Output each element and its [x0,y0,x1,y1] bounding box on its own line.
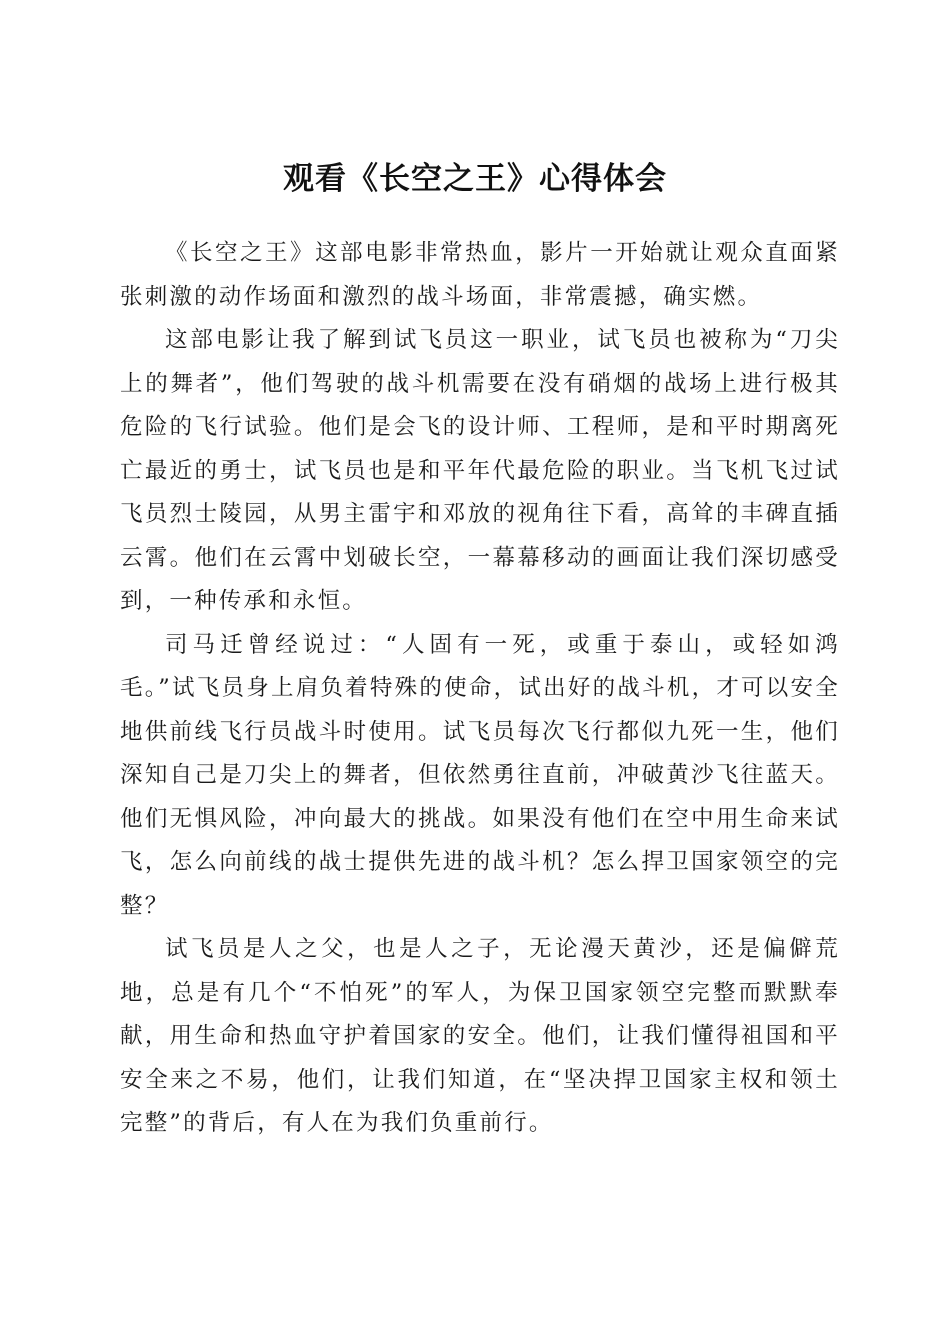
paragraph-4: 试飞员是人之父，也是人之子，无论漫天黄沙，还是偏僻荒地，总是有几个“不怕死”的军人，为保卫国家领空完整而默默奉献，用生命和热血守护着国家的安全。他们，让我们懂得祖国和平安全来之不易，他们，让我们知道，在“坚决捍卫国家主权和领土完整”的背后，有人在为我们负重前行。 [120,936,840,1136]
page-title: 观看《长空之王》心得体会 [283,160,667,197]
paragraph-2: 这部电影让我了解到试飞员这一职业，试飞员也被称为“刀尖上的舞者”，他们驾驶的战斗机需要在没有硝烟的战场上进行极其危险的飞行试验。他们是会飞的设计师、工程师，是和平时期离死亡最近的勇士，试飞员也是和平年代最危险的职业。当飞机飞过试飞员烈士陵园，从男主雷宇和邓放的视角往下看，高耸的丰碑直插云霄。他们在云霄中划破长空，一幕幕移动的画面让我们深切感受到，一种传承和永恒。 [120,327,840,614]
paragraph-3: 司马迁曾经说过：“人固有一死，或重于泰山，或轻如鸿毛。”试飞员身上肩负着特殊的使命，试出好的战斗机，才可以安全地供前线飞行员战斗时使用。试飞员每次飞行都似九死一生，他们深知自己是刀尖上的舞者，但依然勇往直前，冲破黄沙飞往蓝天。他们无惧风险，冲向最大的挑战。如果没有他们在空中用生命来试飞，怎么向前线的战士提供先进的战斗机？怎么捍卫国家领空的完整？ [120,631,840,919]
paragraph-1: 《长空之王》这部电影非常热血，影片一开始就让观众直面紧张刺激的动作场面和激烈的战斗场面，非常震撼，确实燃。 [120,240,840,310]
document-body [120,232,840,1146]
